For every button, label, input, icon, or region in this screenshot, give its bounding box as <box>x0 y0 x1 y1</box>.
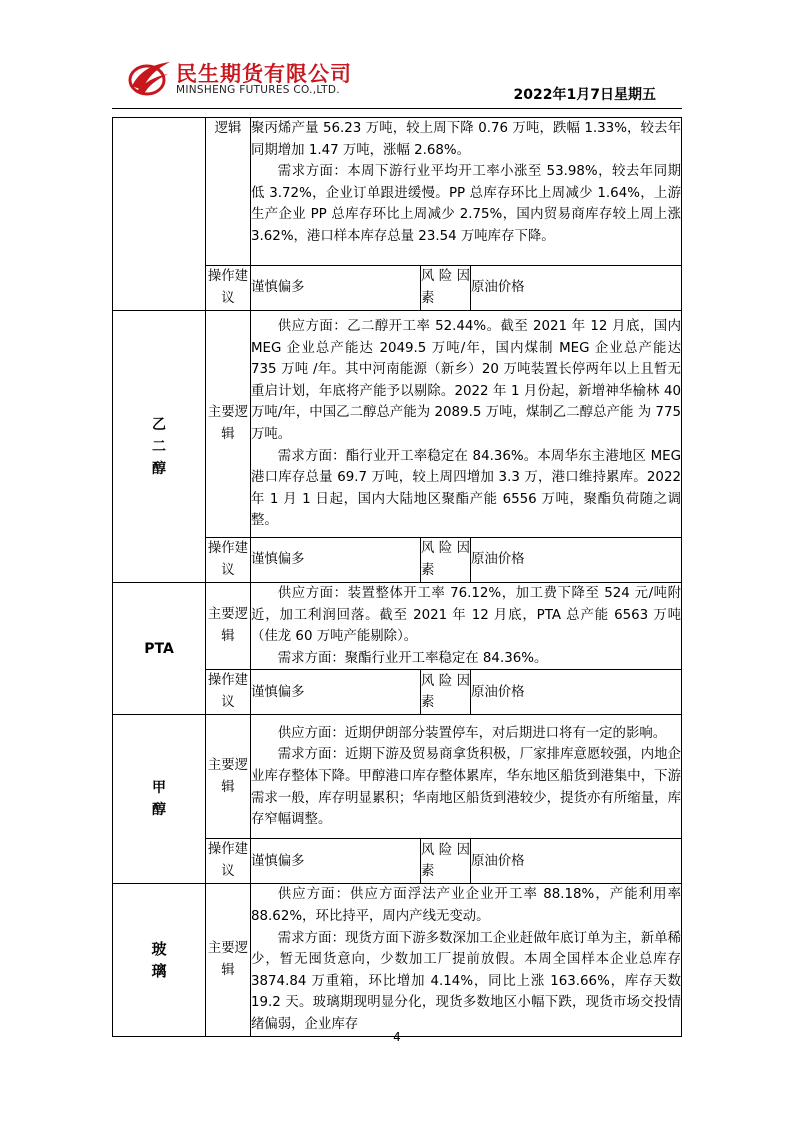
header-divider <box>112 108 682 109</box>
risk-value: 原油价格 <box>471 538 682 583</box>
category-name: 乙二醇 <box>152 416 166 477</box>
risk-label: 风险因素 <box>421 670 471 715</box>
company-logo <box>126 56 366 102</box>
risk-label: 风险因素 <box>421 538 471 583</box>
paragraph: 供应方面：乙二醇开工率 52.44%。截至 2021 年 12 月底，国内 MEG 企业总产能达 2049.5 万吨/年，国内煤制 MEG 企业总产能达 735 万吨 /年。其中河南能源（新乡）20 万吨装置长停两年以上且暂无重启计划，年底将产能予以剔除。2022 年 1 月份起，新增神华榆林 40 万吨/年，中国乙二醇总产能为 2089.5 万吨，煤制乙二醇总产能 为 775 万吨。 <box>251 319 681 442</box>
paragraph: 需求方面：近期下游及贸易商拿货积极，厂家排库意愿较强，内地企业库存整体下降。甲醇港口库存整体累库，华东地区船货到港集中，下游需求一般，库存明显累积；华南地区船货到港较少，提货亦有所缩量，库存窄幅调整。 <box>251 747 681 828</box>
risk-value: 原油价格 <box>471 266 682 311</box>
operation-label: 操作建议 <box>206 266 251 311</box>
category-cell <box>113 884 206 1036</box>
table-row <box>113 884 682 1036</box>
paragraph: 聚丙烯产量 56.23 万吨，较上周下降 0.76 万吨，跌幅 1.33%，较去年同期增加 1.47 万吨，涨幅 2.68%。 <box>251 121 681 158</box>
logic-label: 主要逻辑 <box>206 884 251 1036</box>
page-number: 4 <box>393 1030 401 1044</box>
operation-value: 谨慎偏多 <box>251 538 421 583</box>
report-date: 2022年1月7日星期五 <box>513 87 656 103</box>
operation-value: 谨慎偏多 <box>251 839 421 884</box>
paragraph: 供应方面：装置整体开工率 76.12%，加工费下降至 524 元/吨附近，加工利润回落。截至 2021 年 12 月底，PTA 总产能 6563 万吨（佳龙 60 万吨产能剔除）。 <box>251 586 681 645</box>
table-row <box>113 118 682 266</box>
risk-label: 风险因素 <box>421 839 471 884</box>
minsheng-logo-icon <box>126 56 172 98</box>
paragraph: 需求方面：本周下游行业平均开工率小涨至 53.98%，较去年同期低 3.72%，企业订单跟进缓慢。PP 总库存环比上周减少 1.64%，上游生产企业 PP 总库存环比上周减少 2.75%，国内贸易商库存较上周上涨 3.62%，港口样本库存总量 23.54 万吨库存下降。 <box>251 164 681 244</box>
paragraph: 供应方面：近期伊朗部分装置停车，对后期进口将有一定的影响。 <box>277 725 667 741</box>
table-row <box>113 311 682 538</box>
company-name-en: MINSHENG FUTURES CO.,LTD. <box>176 84 340 96</box>
logic-content <box>251 583 682 670</box>
category-cell: PTA <box>113 583 206 715</box>
category-cell <box>113 715 206 884</box>
paragraph: 需求方面：现货方面下游多数深加工企业赶做年底订单为主，新单稀少，暂无囤货意向，少数加工厂提前放假。本周全国样本企业总库存 3874.84 万重箱，环比增加 4.14%，同比上涨 163.66%，库存天数 19.2 天。玻璃期现明显分化，现货多数地区小幅下跌，现货市场交投情绪偏弱，企业库存 <box>251 930 681 1032</box>
operation-value: 谨慎偏多 <box>251 670 421 715</box>
logic-label: 主要逻辑 <box>206 311 251 538</box>
table-row <box>113 715 682 839</box>
logic-content <box>251 715 682 839</box>
paragraph: 需求方面：酯行业开工率稳定在 84.36%。本周华东主港地区 MEG 港口库存总量 69.7 万吨，较上周四增加 3.3 万，港口维持累库。2022 年 1 月 1 日起，国内大陆地区聚酯产能 6556 万吨，聚酯负荷随之调整。 <box>251 448 681 529</box>
paragraph: 供应方面：供应方面浮法产业企业开工率 88.18%，产能利用率 88.62%，环比持平，周内产线无变动。 <box>251 887 681 924</box>
logic-content <box>251 118 682 266</box>
company-name-cn: 民生期货有限公司 <box>176 62 352 86</box>
operation-label: 操作建议 <box>206 839 251 884</box>
category-name: 甲醇 <box>152 780 166 819</box>
logic-content <box>251 311 682 538</box>
logic-label: 主要逻辑 <box>206 583 251 670</box>
paragraph: 需求方面：聚酯行业开工率稳定在 84.36%。 <box>277 650 548 666</box>
operation-label: 操作建议 <box>206 538 251 583</box>
risk-value: 原油价格 <box>471 839 682 884</box>
logic-label: 逻辑 <box>206 118 251 266</box>
operation-label: 操作建议 <box>206 670 251 715</box>
logic-label: 主要逻辑 <box>206 715 251 839</box>
table-row <box>113 583 682 670</box>
commodity-table <box>112 117 682 1037</box>
risk-label: 风险因素 <box>421 266 471 311</box>
category-name: 玻璃 <box>151 939 167 980</box>
category-cell <box>113 311 206 583</box>
operation-value: 谨慎偏多 <box>251 266 421 311</box>
category-cell <box>113 118 206 311</box>
logic-content <box>251 884 682 1036</box>
risk-value: 原油价格 <box>471 670 682 715</box>
